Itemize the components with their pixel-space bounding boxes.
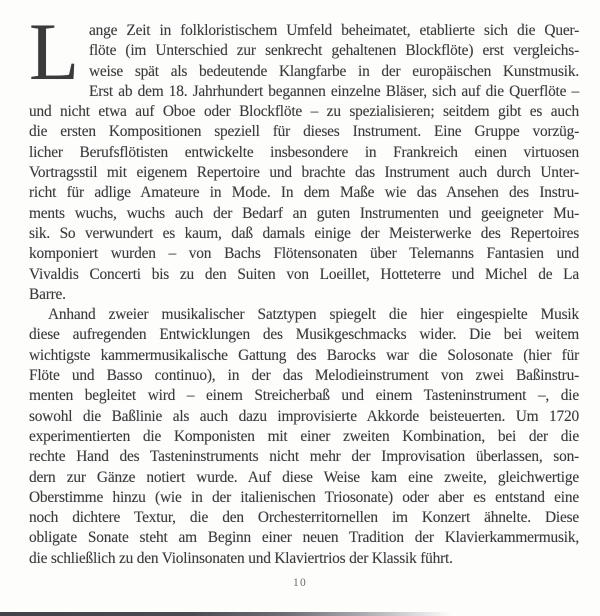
text-line: die ersten Kompositionen speziell für dieses Instrument. Eine Gruppe vorzüg-	[29, 123, 579, 141]
text-line: licher Berufsflötisten entwickelte insbesondere in Frankreich einen virtuosen	[29, 143, 579, 161]
text-line: ange Zeit in folkloristischem Umfeld beheimatet, etablierte sich die Quer-	[89, 22, 579, 39]
text-line: Barre.	[29, 285, 66, 303]
text-line: komponiert wurden – von Bachs Flötensonaten über Telemanns Fantasien und	[29, 245, 579, 263]
text-line: Anhand zweier musikalischer Satztypen spiegelt die hier eingespielte Musik	[48, 306, 579, 324]
text-line: Vivaldis Concerti bis zu den Suiten von Loeillet, Hotteterre und Michel de La	[29, 265, 579, 283]
text-line: und nicht etwa auf Oboe oder Blockflöte – zu spezialisieren; seitdem gibt es auch	[29, 103, 579, 121]
text-block	[29, 6, 579, 569]
text-line: Vortragsstil mit eigenem Repertoire und brachte das Instrument auch durch Unter-	[29, 164, 579, 182]
text-line: wichtigste kammermusikalische Gattung des Barocks war die Solosonate (hier für	[29, 346, 579, 364]
text-line: menten begleitet wird – einem Streicherbaß und einem Tasteninstrument –, die	[29, 387, 579, 405]
text-line: flöte (im Unterschied zur senkrecht gehaltenen Blockflöte) erst vergleichs-	[89, 42, 579, 60]
drop-cap: L	[29, 6, 79, 97]
text-line: experimentierten die Komponisten mit einer zweiten Kombination, bei der die	[29, 427, 579, 445]
paragraph	[29, 6, 579, 305]
paragraph	[29, 305, 579, 569]
text-line: weise spät als bedeutende Klangfarbe in der europäischen Kunstmusik.	[89, 62, 579, 80]
text-line: die schließlich zu den Violinsonaten und Klaviertrios der Klassik führt.	[29, 549, 453, 567]
page-number: 10	[293, 577, 307, 589]
text-line: diese aufregenden Entwicklungen des Musikgeschmacks wider. Die bei weitem	[29, 326, 579, 344]
text-line: sik. So verwundert es kaum, daß damals einige der Meisterwerke des Repertoires	[29, 224, 579, 242]
text-line: noch dichtere Textur, die den Orchesterritornellen im Konzert ähnelte. Diese	[29, 509, 579, 527]
text-line: Oberstimme hinzu (wie in der italienischen Triosonate) oder aber es entstand eine	[29, 488, 579, 506]
text-line: obligate Sonate steht am Beginn einer neuen Tradition der Klavierkammermusik,	[29, 529, 579, 547]
text-line: rechte Hand des Tasteninstruments nicht mehr der Improvisation überlassen, son-	[29, 448, 579, 466]
text-line: ments wuchs, wuchs auch der Bedarf an guten Instrumenten und geeigneter Mu-	[29, 204, 579, 222]
text-line: Flöte und Basso continuo), in der das Melodieinstrument von zwei Baßinstru-	[29, 367, 579, 385]
text-line: dern zur Gänze notiert wurde. Auf diese Weise kam eine zweite, gleichwertige	[29, 468, 579, 486]
text-line: richt für adlige Amateure in Mode. In dem Maße wie das Ansehen des Instru-	[29, 184, 579, 202]
text-line: Erst ab dem 18. Jahrhundert begannen einzelne Bläser, sich auf die Querflöte –	[89, 82, 579, 100]
scan-edge-artifact	[0, 612, 480, 616]
text-line: sowohl die Baßlinie als auch dazu improvisierte Akkorde beisteuerten. Um 1720	[29, 407, 579, 425]
